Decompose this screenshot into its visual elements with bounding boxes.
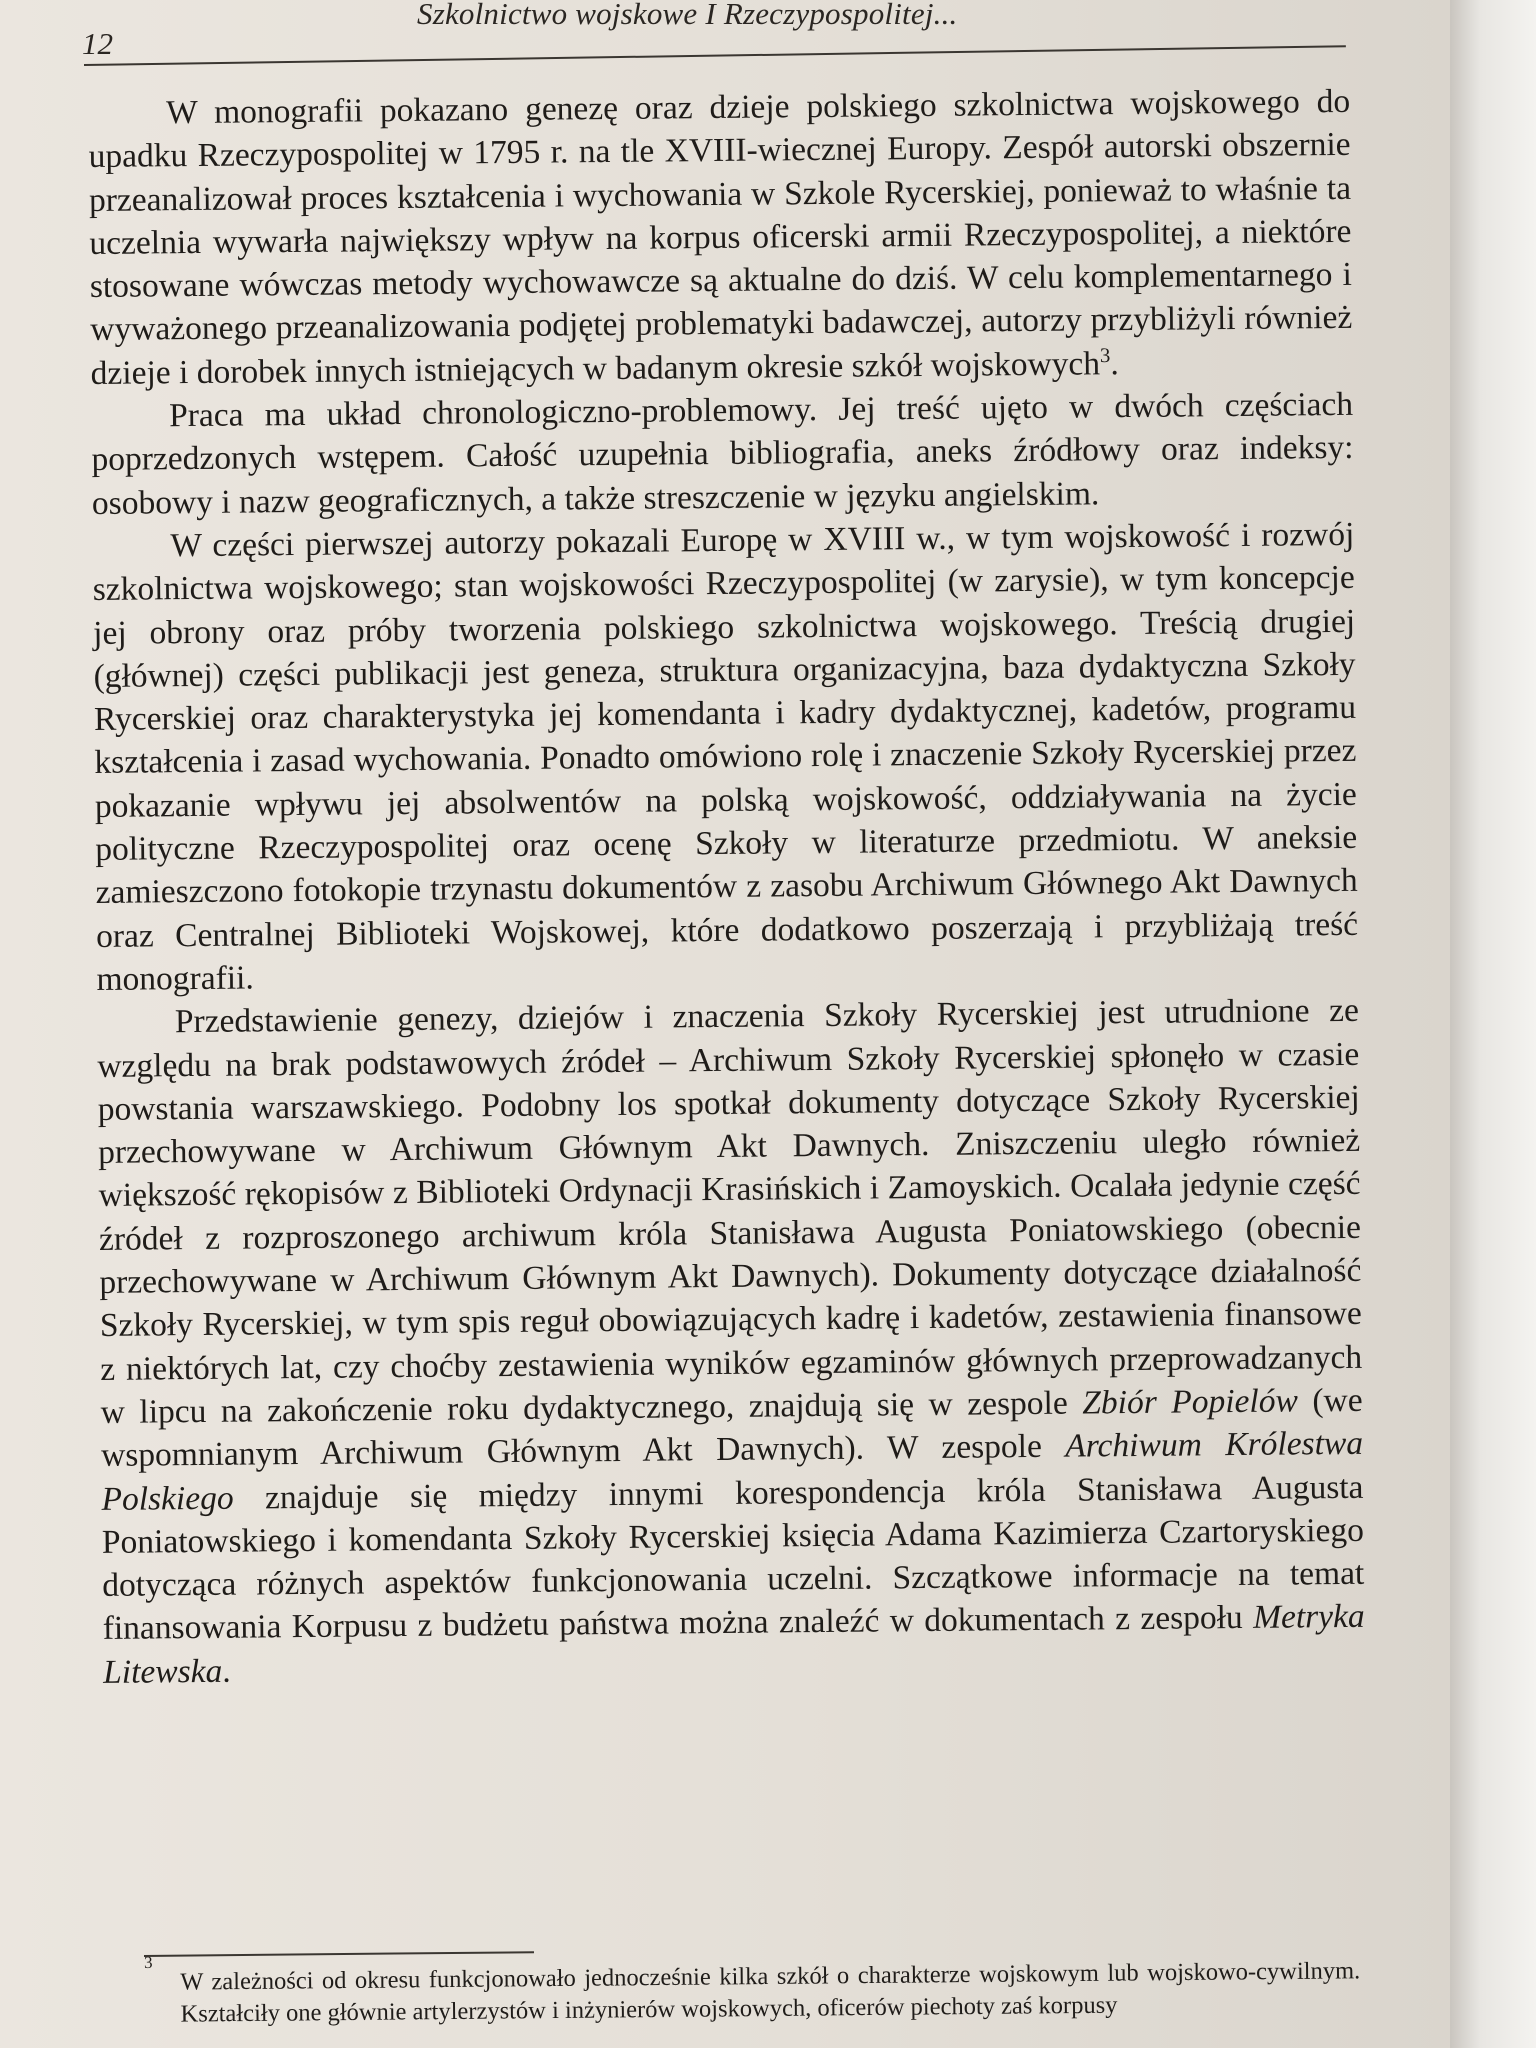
paragraph-3: W części pierwszej autorzy pokazali Europę w XVIII w., w tym wojskowość i rozwój szkolnictwa wojskowego; stan wojskowości Rzeczypospolitej (w zarysie), w tym koncepcje jej obrony oraz próby tworzenia polskiego szkolnictwa wojskowego. Treścią drugiej (głównej) części publikacji jest geneza, struktura organizacyjna, baza dydaktyczna Szkoły Rycerskiej oraz charakterystyka jej komendanta i kadry dydaktycznej, kadetów, programu kształcenia i zasad wychowania. Ponadto omówiono rolę i znaczenie Szkoły Rycerskiej przez pokazanie wpływu jej absolwentów na polską wojskowość, oddziaływania na życie polityczne Rzeczypospolitej oraz ocenę Szkoły w literaturze przedmiotu. W aneksie zamieszczono fotokopie trzynastu dokumentów z zasobu Archiwum Głównego Akt Dawnych oraz Centralnej Biblioteki Wojskowej, które dodatkowo poszerzają i przybliżają treść monografii. <box>92 515 1359 998</box>
italic-collection-name: Zbiór Popielów <box>1082 1382 1299 1422</box>
header-rule <box>84 45 1346 66</box>
page-header <box>82 0 1342 62</box>
paragraph-4-text-a: Przedstawienie genezy, dziejów i znaczenia Szkoły Rycerskiej jest utrudnione ze względu na brak podstawowych źródeł – Archiwum Szkoły Rycerskiej spłonęło w czasie powstania warszawskiego. Podobny los spotkał dokumenty dotyczące Szkoły Rycerskiej przechowywane w Archiwum Głównym Akt Dawnych. Zniszczeniu uległo również większość rękopisów z Biblioteki Ordynacji Krasińskich i Zamoyskich. Ocalała jedynie część źródeł z rozproszonego archiwum króla Stanisława Augusta Poniatowskiego (obecnie przechowywane w Archiwum Głównym Akt Dawnych). Dokumenty dotyczące działalność Szkoły Rycerskiej, w tym spis reguł obowiązujących kadrę i kadetów, zestawienia finansowe z niektórych lat, czy choćby zestawienia wyników egzaminów głównych przeprowadzanych w lipcu na zakończenie roku dydaktycznego, znajdują się w zespole <box>97 992 1363 1431</box>
paragraph-1 <box>88 80 1353 395</box>
paragraph-4-text-b: (we wspomnianym Archiwum Głównym Akt Dawnych). W zespole <box>100 1381 1363 1475</box>
footnote <box>140 1952 1361 2031</box>
page-stack-edge <box>1450 0 1536 2048</box>
main-text <box>88 80 1365 1694</box>
paragraph-4-text-c: znajduje się między innymi korespondencja króla Stanisława Augusta Poniatowskiego i komendanta Szkoły Rycerskiej księcia Adama Kazimierza Czartoryskiego dotycząca różnych aspektów funkcjonowania uczelni. Szczątkowe informacje na temat finansowania Korpusu z budżetu państwa można znaleźć w dokumentach z zespołu <box>101 1468 1365 1648</box>
footnote-text: W zależności od okresu funkcjonowało jednocześnie kilka szkół o charakterze wojskowym lub wojskowo-cywilnym. Kształciły one głównie artylerzystów i inżynierów wojskowych, oficerów piechoty zaś korpusy <box>180 1957 1361 2028</box>
paragraph-1-text: W monografii pokazano genezę oraz dzieje polskiego szkolnictwa wojskowego do upadku Rzeczypospolitej w 1795 r. na tle XVIII-wiecznej Europy. Zespół autorski obszernie przeanalizował proces kształcenia i wychowania w Szkole Rycerskiej, ponieważ to właśnie ta uczelnia wywarła największy wpływ na korpus oficerski armii Rzeczypospolitej, a niektóre stosowane wówczas metody wychowawcze są aktualne do dziś. W celu komplementarnego i wyważonego przeanalizowania podjętej problematyki badawczej, autorzy przybliżyli również dzieje i dorobek innych istniejących w badanym okresie szkół wojskowych <box>88 82 1353 392</box>
page-number: 12 <box>82 26 113 61</box>
paragraph-2: Praca ma układ chronologiczno-problemowy. Jej treść ujęto w dwóch częściach poprzedzonych wstępem. Całość uzupełnia bibliografia, aneks źródłowy oraz indeksy: osobowy i nazw geograficznych, a także streszczenie w języku angielskim. <box>91 385 1354 522</box>
paragraph-1-end: . <box>1110 344 1119 382</box>
footnote-area <box>140 1943 1361 2031</box>
italic-archive-name: Archiwum Królestwa Polskiego <box>101 1425 1364 1518</box>
paragraph-4-end: . <box>222 1652 231 1690</box>
paragraph-4 <box>97 989 1366 1694</box>
italic-register-name: Metryka Litewska <box>102 1598 1365 1691</box>
footnote-reference: 3 <box>1099 343 1111 367</box>
running-head: Szkolnictwo wojskowe I Rzeczypospolitej... <box>417 0 958 31</box>
footnote-rule <box>144 1951 534 1957</box>
